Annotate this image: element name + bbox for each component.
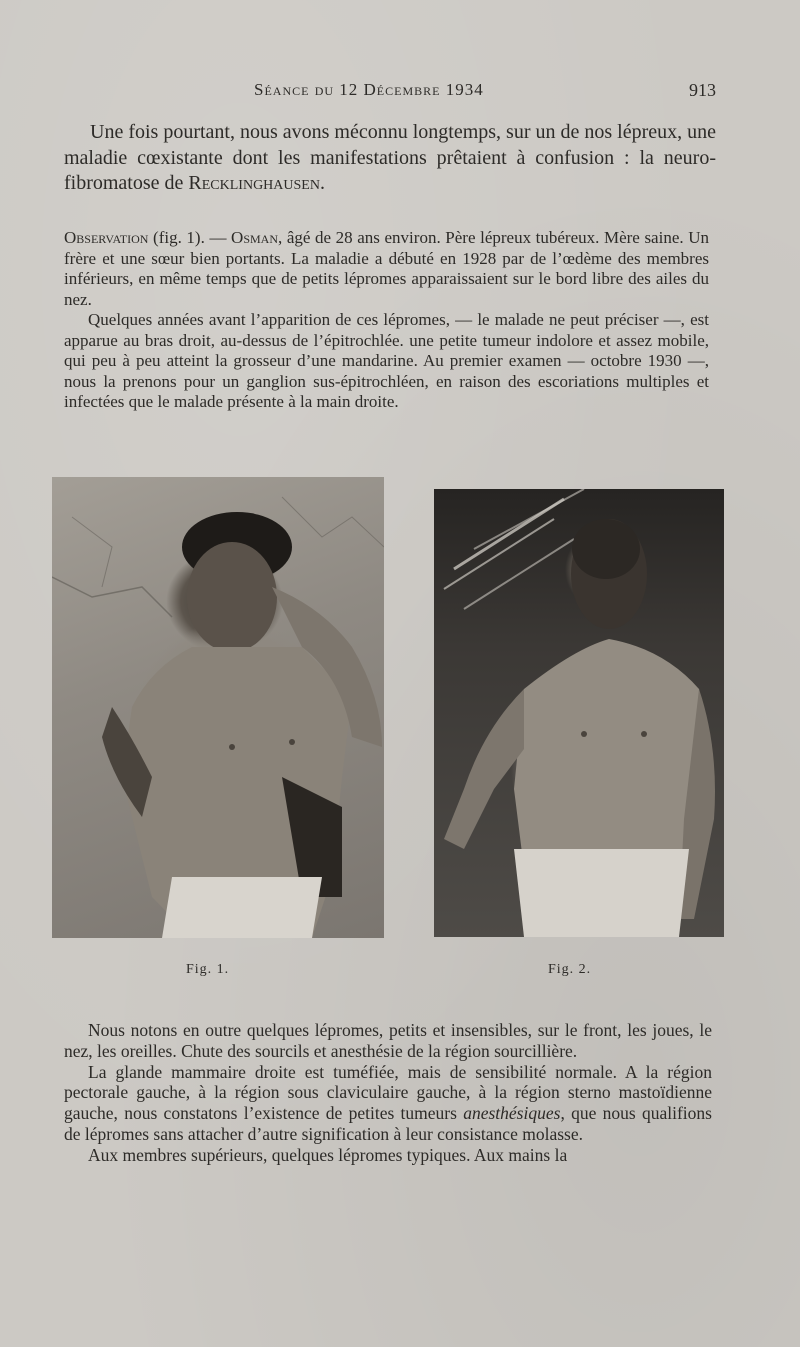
observation-section xyxy=(64,228,709,413)
figure-reference: (fig. 1). — xyxy=(148,228,232,247)
figure-1-illustration xyxy=(52,477,384,938)
patient-name: Osman xyxy=(231,228,278,247)
figure-1-photo xyxy=(52,477,384,938)
intro-paragraph xyxy=(64,120,716,197)
bottom-paragraph-3: Aux membres supérieurs, quelques lépromes typiques. Aux mains la xyxy=(88,1144,568,1165)
bottom-section xyxy=(64,1020,712,1166)
page-number: 913 xyxy=(689,80,716,100)
observation-paragraph-2: Quelques années avant l’apparition de ces lépromes, — le malade ne peut préciser —, est apparue au bras droit, au-dessus de l’épitrochlée. une petite tumeur indolore et assez mobile, qui peu à peu atteint la grosseur d’une mandarine. Au premier examen — octobre 1930 —, nous la prenons pour un ganglion sus-épitrochléen, en raison des escoriations multiples et infectées que le malade présente à la main droite. xyxy=(64,310,709,411)
intro-text: Une fois pourtant, nous avons méconnu longtemps, sur un de nos lépreux, une maladie cœxistante dont les manifestations prêtaient à confusion : la neuro-fibromatose de xyxy=(64,121,717,194)
figure-2-illustration xyxy=(434,489,724,937)
bottom-paragraph-2-end: , que nous qualifions de lépromes sans attacher d’autre signification à leur consistance molasse. xyxy=(64,1103,712,1144)
emphasis-term: anesthésiques xyxy=(463,1103,561,1124)
observation-heading: Observation xyxy=(64,228,149,247)
figure-2-caption: Fig. 2. xyxy=(548,962,592,977)
figure-1-caption: Fig. 1. xyxy=(186,962,230,977)
figure-2-photo xyxy=(434,489,724,937)
running-title: Séance du 12 Décembre 1934 xyxy=(254,80,484,99)
observation-paragraph-1 xyxy=(64,228,709,310)
author-name: Recklinghausen xyxy=(188,172,320,194)
observation-text-1: , âgé de 28 ans environ. Père lépreux tubéreux. Mère saine. Un frère et une sœur bien portants. La maladie a débuté en 1928 par de l’œdème des membres inférieurs, en même temps que de petits lépromes apparaissaient sur le bord libre des ailes du nez. xyxy=(64,228,709,309)
running-head xyxy=(64,80,716,102)
bottom-paragraph-2 xyxy=(64,1062,712,1145)
bottom-paragraph-2-text: La glande mammaire droite est tuméfiée, mais de sensibilité normale. A la région pectorale gauche, à la région sous claviculaire gauche, à la région sterno mastoïdienne gauche, nous constatons l’existence de petites tumeurs xyxy=(64,1061,712,1124)
intro-end: . xyxy=(319,172,325,194)
bottom-paragraph-1: Nous notons en outre quelques lépromes, petits et insensibles, sur le front, les joues, le nez, les oreilles. Chute des sourcils et anesthésie de la région sourcillière. xyxy=(64,1020,712,1061)
